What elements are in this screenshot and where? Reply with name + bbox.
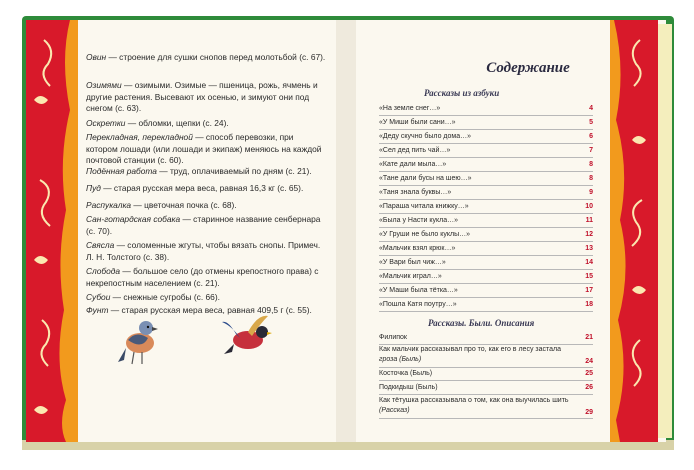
toc-item[interactable] (379, 396, 593, 419)
toc-item[interactable]: «Мальчик взял крюк…» 13 (379, 243, 593, 256)
glossary-entry: Овин — строение для сушки снопов перед молотьбой (с. 67). (86, 52, 326, 62)
glossary-entry: Распукалка — цветочная почка (с. 68). (86, 200, 237, 210)
toc-item[interactable]: «У Груши не было куклы…» 12 (379, 229, 593, 242)
toc-title: Содержание (486, 60, 570, 76)
glossary-entry: Сан-готардская собака — старинное название сенбернара (с. 70). (86, 214, 321, 236)
toc-item[interactable]: «Деду скучно было дома…» 6 (379, 131, 593, 144)
toc-item[interactable]: «Параша читала книжку…» 10 (379, 201, 593, 214)
glossary-entry: Оскретки — обломки, щепки (с. 24). (86, 118, 229, 128)
glossary-entry: Субои — снежные сугробы (с. 66). (86, 292, 220, 302)
left-decorative-border (26, 20, 78, 442)
glossary-entry: Фунт — старая русская мера веса, равная 409,5 г (с. 55). (86, 305, 312, 315)
glossary-entry: Пуд — старая русская мера веса, равная 16,3 кг (с. 65). (86, 183, 304, 193)
glossary-entry: Озимями — озимыми. Озимые — пшеница, рожь, ячмень и другие растения. Высевают их осенью, и зимуют они под снегом (с. 63). (86, 80, 318, 113)
glossary-entry: Подённая работа — труд, оплачиваемый по дням (с. 21). (86, 166, 312, 176)
toc-item[interactable]: «Мальчик играл…» 15 (379, 271, 593, 284)
toc-item[interactable]: Косточка (Быль) 25 (379, 368, 593, 381)
toc-item[interactable]: «Сел дед пить чай…» 7 (379, 145, 593, 158)
toc-item-page: 29 (585, 409, 593, 416)
spine-shadow (336, 20, 356, 442)
toc-item-title: Как мальчик рассказывал про то, как его в лесу застала (379, 346, 561, 353)
toc-item[interactable]: «У Маши была тётка…» 17 (379, 285, 593, 298)
toc-item-page: 24 (585, 358, 593, 365)
glossary-entry: Слобода — большое село (до отмены крепостного права) с некрепостным населением (с. 21). (86, 266, 319, 288)
toc-item-title: Как тётушка рассказывала о том, как она выучилась шить (379, 397, 569, 404)
glossary-entry: Свясла — соломенные жгуты, чтобы вязать снопы. Примеч. Л. Н. Толстого (с. 38). (86, 240, 321, 262)
toc-item[interactable] (379, 345, 593, 368)
toc-item-title-cont: гроза (Быль) (379, 356, 422, 363)
toc-section-heading: Рассказы из азбуки (424, 88, 500, 98)
right-decorative-border (610, 20, 658, 442)
toc-item-title-cont: (Рассказ) (379, 407, 410, 414)
toc-item[interactable]: «Кате дали мыла…» 8 (379, 159, 593, 172)
toc-item[interactable]: «Таня знала буквы…» 9 (379, 187, 593, 200)
toc-item[interactable]: «Была у Насти кукла…» 11 (379, 215, 593, 228)
glossary-entry: Перекладная, перекладной — способ перевозки, при котором лошади (или лошади и экипаж) меняюсь на каждой почтовой станции (с. 60). (86, 132, 322, 165)
toc-section-heading: Рассказы. Были. Описания (428, 318, 535, 328)
toc-item[interactable]: «Пошла Катя поутру…» 18 (379, 299, 593, 312)
toc-item[interactable]: «У Миши были сани…» 5 (379, 117, 593, 130)
toc-item[interactable]: Подкидыш (Быль) 26 (379, 382, 593, 395)
toc-item[interactable]: «Тане дали бусы на шею…» 8 (379, 173, 593, 186)
toc-item[interactable]: «На земле снег…» 4 (379, 103, 593, 116)
toc-item[interactable]: Филипок 21 (379, 332, 593, 345)
toc-item[interactable]: «У Вари был чиж…» 14 (379, 257, 593, 270)
